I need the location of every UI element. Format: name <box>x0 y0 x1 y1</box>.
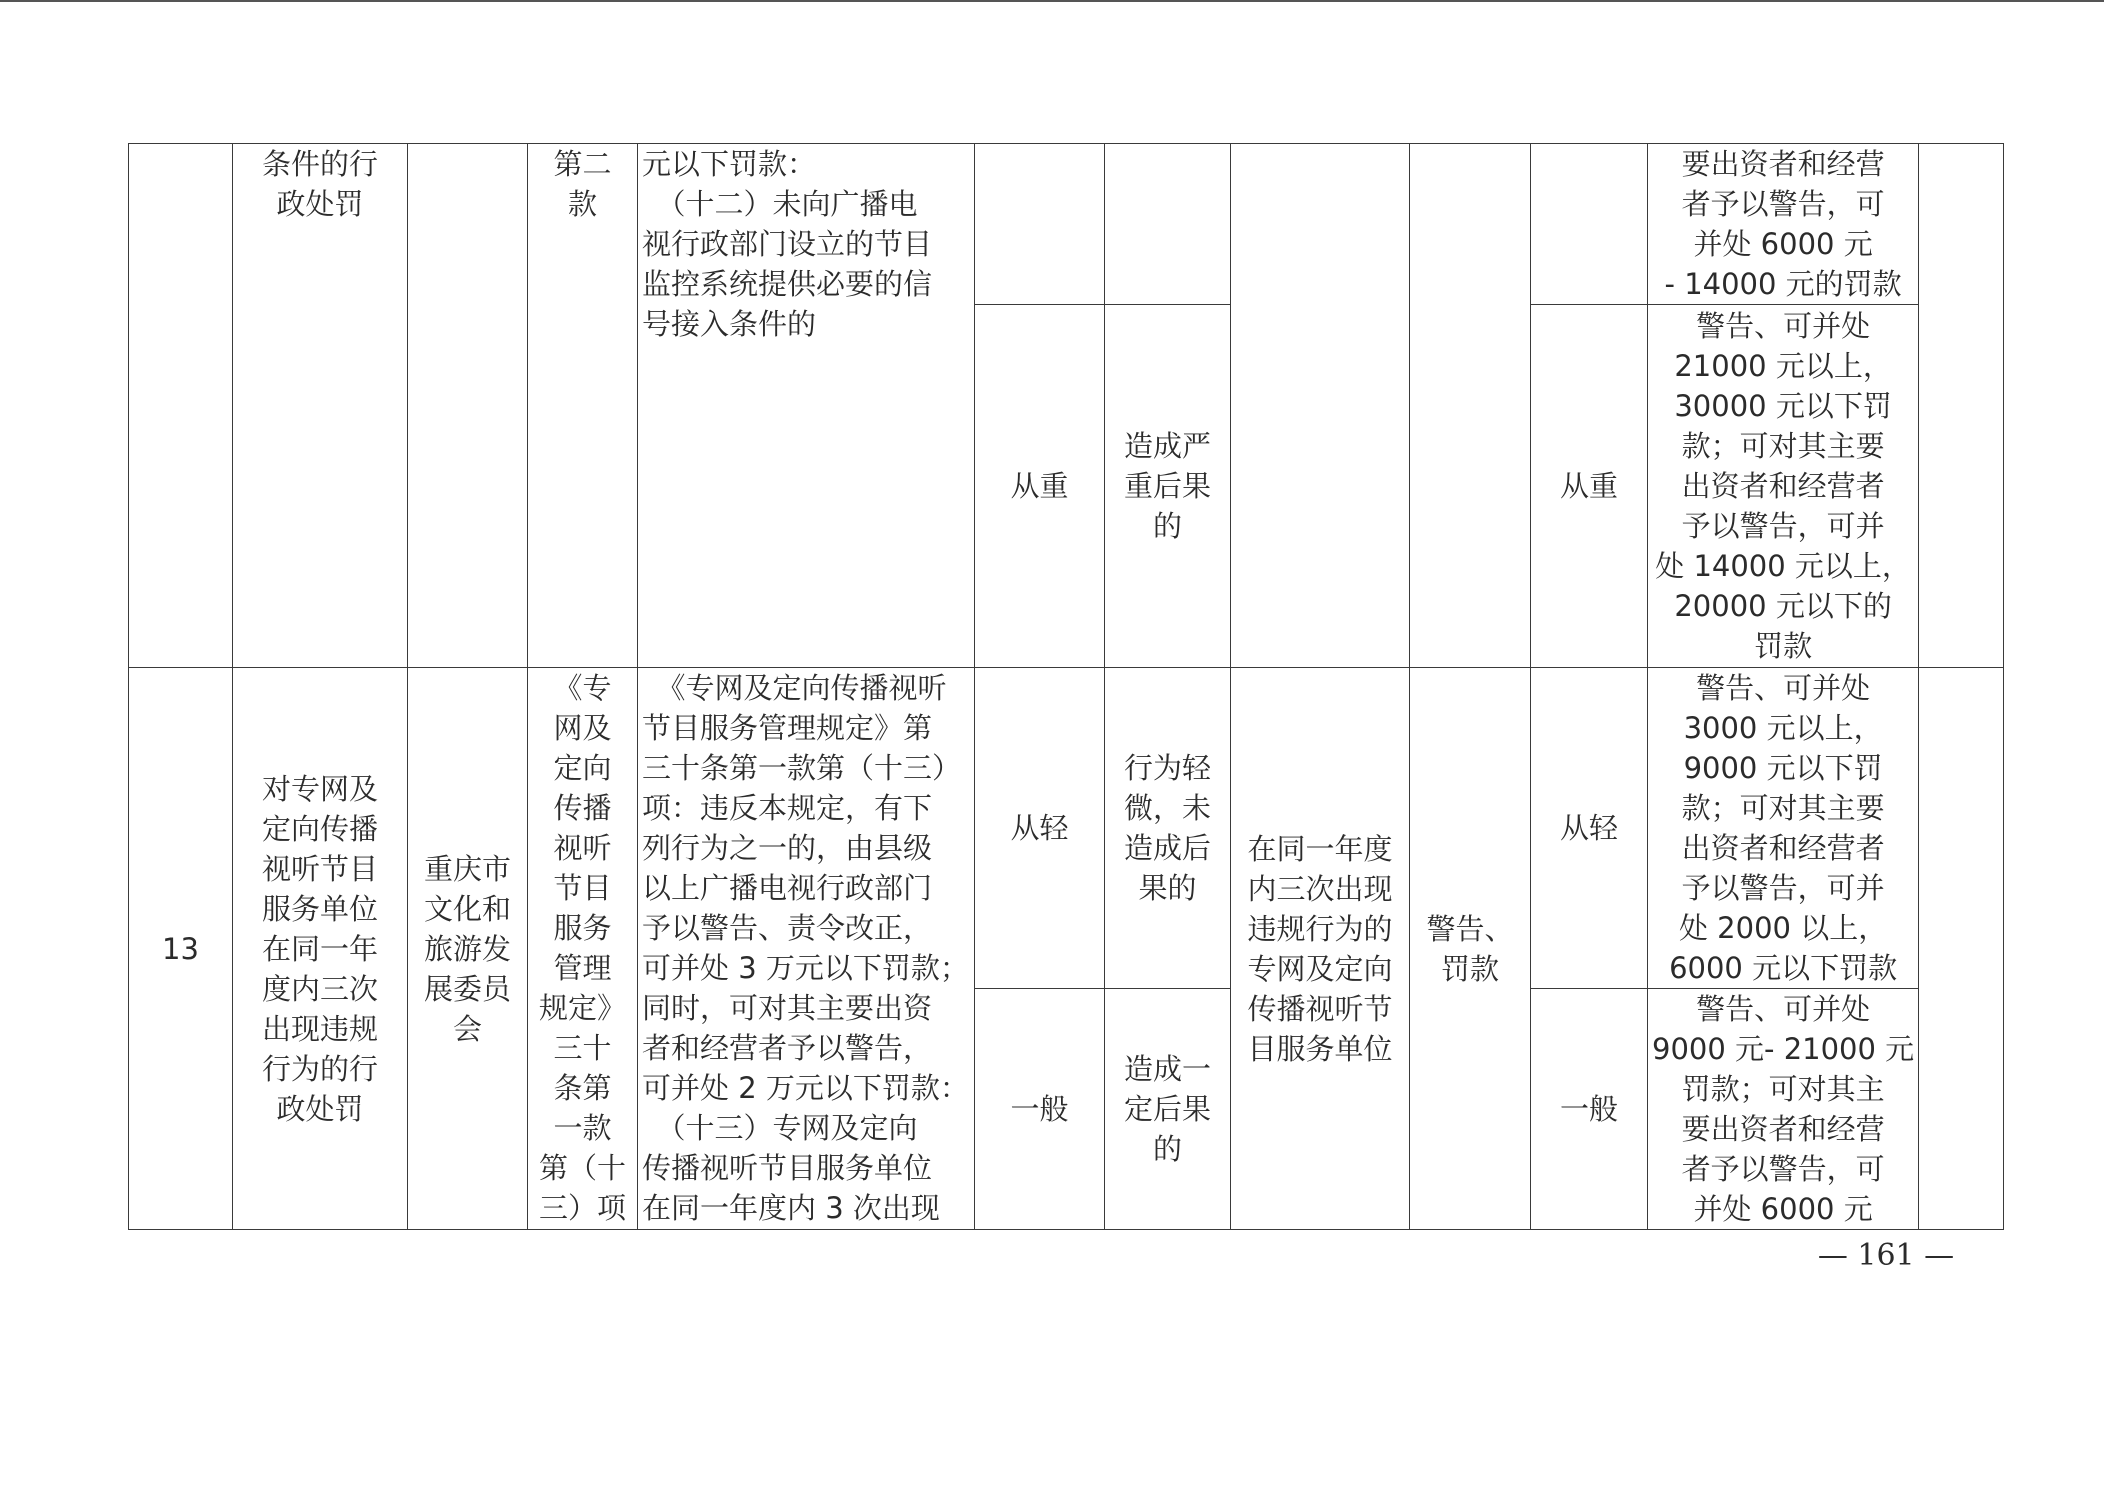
basis-cell: 《专网及定向传播视听 节目服务管理规定》第 三十条第一款第（十三） 项：违反本规定，有下 列行为之一的，由县级 以上广播电视行政部门 予以警告、责令改正， 可并处 3 万元以下罚款； 同时，可对其主要出资 者和经营者予以警告， 可并处 2 万元以下罚款： （十三）专网及定向 传播视听节目服务单位 在同一年度内 3 次出现 <box>638 668 975 1230</box>
condition-cell: 造成严 重后果 的 <box>1105 305 1231 668</box>
level-cell: 从重 <box>1531 305 1648 668</box>
penalty-discretion-table <box>128 143 2004 1230</box>
top-border-line <box>0 0 2104 2</box>
level-cell: 一般 <box>1531 989 1648 1230</box>
remark-cell <box>1919 144 2004 668</box>
number-cell: 13 <box>129 668 233 1230</box>
item-name-cell: 条件的行 政处罚 <box>233 144 408 668</box>
item-name-cell: 对专网及 定向传播 视听节目 服务单位 在同一年 度内三次 出现违规 行为的行 政处罚 <box>233 668 408 1230</box>
level-cell: 从轻 <box>1531 668 1648 989</box>
clause-cell: 《专 网及 定向 传播 视听 节目 服务 管理 规定》 三十 条第 一款 第（十 三）项 <box>528 668 638 1230</box>
department-cell: 重庆市 文化和 旅游发 展委员 会 <box>408 668 528 1230</box>
table-row <box>129 668 2004 989</box>
applicable-object-cell: 在同一年度 内三次出现 违规行为的 专网及定向 传播视听节 目服务单位 <box>1231 668 1410 1230</box>
table-row <box>129 144 2004 305</box>
condition-cell: 造成一 定后果 的 <box>1105 989 1231 1230</box>
page-number: — 161 — <box>1817 1238 1955 1273</box>
condition-cell <box>1105 144 1231 305</box>
clause-cell: 第二 款 <box>528 144 638 668</box>
condition-cell: 行为轻 微，未 造成后 果的 <box>1105 668 1231 989</box>
standard-cell: 警告、可并处 21000 元以上， 30000 元以下罚 款；可对其主要 出资者和经营者 予以警告，可并 处 14000 元以上， 20000 元以下的 罚款 <box>1648 305 1919 668</box>
applicable-object-cell <box>1231 144 1410 668</box>
level-cell: 从重 <box>975 305 1105 668</box>
level-cell: 从轻 <box>975 668 1105 989</box>
department-cell <box>408 144 528 668</box>
penalty-type-cell <box>1410 144 1531 668</box>
standard-cell: 要出资者和经营 者予以警告，可 并处 6000 元 - 14000 元的罚款 <box>1648 144 1919 305</box>
standard-cell: 警告、可并处 3000 元以上， 9000 元以下罚 款；可对其主要 出资者和经营者 予以警告，可并 处 2000 以上， 6000 元以下罚款 <box>1648 668 1919 989</box>
remark-cell <box>1919 668 2004 1230</box>
basis-cell: 元以下罚款： （十二）未向广播电 视行政部门设立的节目 监控系统提供必要的信 号接入条件的 <box>638 144 975 668</box>
level-cell <box>975 144 1105 305</box>
standard-cell: 警告、可并处 9000 元- 21000 元 罚款；可对其主 要出资者和经营 者予以警告，可 并处 6000 元 <box>1648 989 1919 1230</box>
penalty-type-cell: 警告、 罚款 <box>1410 668 1531 1230</box>
level-cell: 一般 <box>975 989 1105 1230</box>
level-cell <box>1531 144 1648 305</box>
number-cell <box>129 144 233 668</box>
